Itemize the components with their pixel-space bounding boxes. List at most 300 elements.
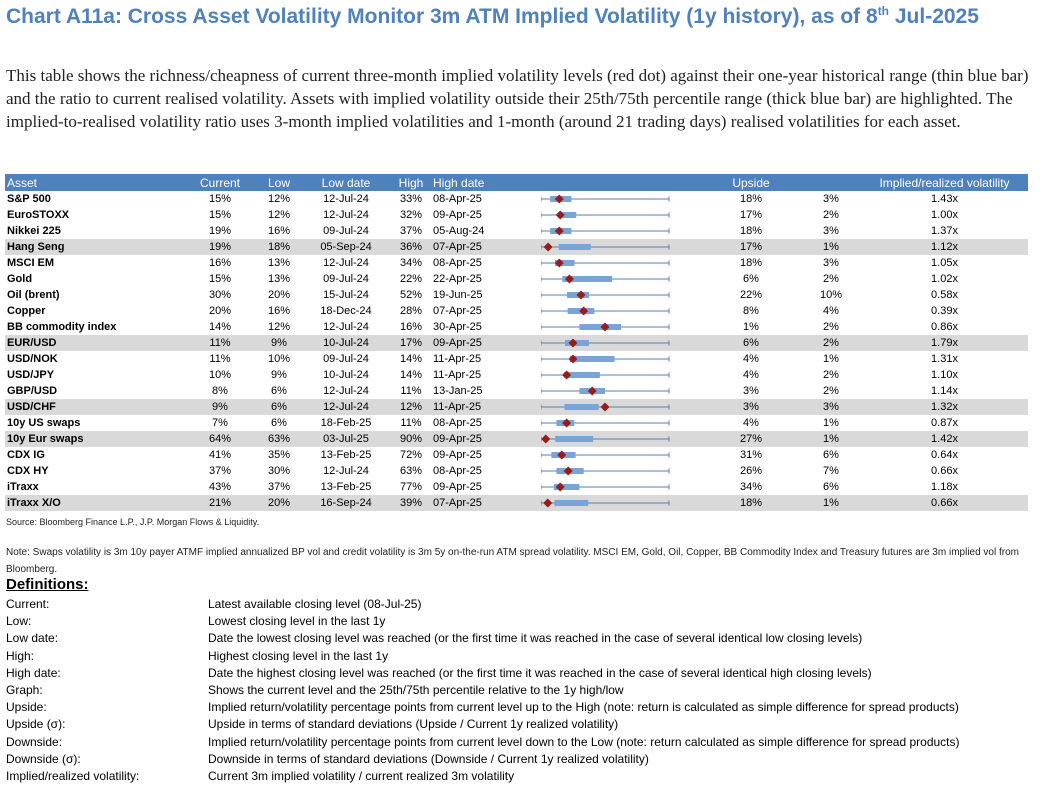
cell-upside: 8%: [743, 305, 759, 317]
cell-low: 6%: [257, 399, 301, 415]
cell-ratio: 0.66x: [861, 495, 1028, 511]
cell-graph: [541, 239, 701, 255]
range-graph: [541, 479, 701, 495]
cell-upside: 17%: [739, 209, 763, 221]
cell-upside: 4%: [743, 417, 759, 429]
cell-graph: [541, 255, 701, 271]
cell-graph: [541, 367, 701, 383]
cell-low-date: 12-Jul-24: [323, 209, 369, 221]
title-superscript: th: [877, 4, 890, 18]
cell-graph: [541, 271, 701, 287]
cell-graph: [541, 399, 701, 415]
cell-asset: EuroSTOXX: [7, 209, 70, 221]
cell-ratio: 1.43x: [931, 193, 958, 205]
cell-graph: [541, 319, 701, 335]
cell-graph: [541, 351, 701, 367]
cell-high-date: 08-Apr-25: [433, 465, 482, 477]
range-graph: [541, 255, 701, 271]
cell-graph: [541, 303, 701, 319]
range-graph: [541, 239, 701, 255]
cell-asset: 10y US swaps: [7, 417, 81, 429]
range-graph: [541, 447, 701, 463]
definition-description: Lowest closing level in the last 1y: [208, 614, 386, 629]
cell-graph: [541, 335, 701, 351]
cell-high: 14%: [399, 353, 423, 365]
range-graph: [541, 431, 701, 447]
cell-ratio: 1.42x: [861, 431, 1028, 447]
cell-high: 36%: [391, 239, 431, 255]
current-level-marker: [555, 227, 564, 236]
table-row: [5, 431, 1028, 447]
volatility-table: [5, 174, 1028, 511]
cell-ratio: 1.37x: [931, 225, 958, 237]
cell-high: 11%: [400, 385, 422, 397]
definition-term: High date:: [6, 665, 61, 680]
cell-current: 15%: [208, 193, 232, 205]
cell-low-date: 05-Sep-24: [301, 239, 391, 255]
range-graph: [541, 207, 701, 223]
definition-term: Low:: [6, 614, 32, 629]
cell-ratio: 1.14x: [931, 385, 958, 397]
cell-low: 16%: [267, 225, 291, 237]
cell-low-date: 12-Jul-24: [323, 465, 369, 477]
range-graph: [541, 495, 701, 511]
cell-asset: iTraxx X/O: [5, 495, 183, 511]
definition-term: Low date:: [6, 631, 59, 646]
table-row: [5, 479, 1028, 495]
cell-current: 20%: [208, 305, 232, 317]
range-graph: [541, 463, 701, 479]
current-level-marker: [541, 435, 550, 444]
cell-upside: 6%: [743, 273, 759, 285]
table-row: [5, 351, 1028, 367]
cell-graph: [541, 495, 701, 511]
cell-high: 37%: [399, 225, 423, 237]
cell-current: 8%: [212, 385, 228, 397]
cell-asset: Hang Seng: [5, 239, 183, 255]
current-level-marker: [556, 211, 565, 220]
table-row: [5, 255, 1028, 271]
current-level-marker: [565, 275, 574, 284]
cell-current: 37%: [208, 465, 232, 477]
cell-low-date: 13-Feb-25: [320, 481, 372, 493]
table-row: [5, 239, 1028, 255]
cell-low: 10%: [267, 353, 291, 365]
cell-low-date: 09-Jul-24: [323, 353, 369, 365]
col-header-high-date: High date: [431, 174, 541, 191]
percentile-bar: [564, 404, 598, 410]
cell-high: 16%: [399, 321, 423, 333]
cell-upside: 6%: [701, 335, 801, 351]
cell-upside-sigma: 6%: [823, 449, 839, 461]
current-level-marker: [562, 419, 571, 428]
cell-high-date: 09-Apr-25: [431, 335, 541, 351]
cell-upside: 17%: [701, 239, 801, 255]
cell-upside-sigma: 1%: [801, 495, 861, 511]
current-level-marker: [557, 451, 566, 460]
range-graph: [541, 287, 701, 303]
cell-low-date: 13-Feb-25: [320, 449, 372, 461]
cell-low-date: 10-Jul-24: [323, 369, 369, 381]
cell-upside-sigma: 2%: [823, 369, 839, 381]
cell-upside: 18%: [739, 193, 763, 205]
definition-term: Upside (σ):: [6, 717, 66, 732]
cell-graph: [541, 207, 701, 223]
definition-description: Date the highest closing level was reached (or the first time it was reached in the case of several identical high closing levels): [208, 665, 872, 680]
cell-upside: 18%: [739, 257, 763, 269]
cell-upside-sigma: 1%: [823, 353, 839, 365]
definition-description: Latest available closing level (08-Jul-25): [208, 597, 422, 611]
cell-upside-sigma: 2%: [823, 385, 839, 397]
cell-low-date: 12-Jul-24: [323, 193, 369, 205]
cell-current: 7%: [212, 417, 228, 429]
cell-upside: 4%: [743, 369, 759, 381]
col-header-low-date: Low date: [301, 174, 391, 191]
cell-low: 37%: [267, 481, 291, 493]
footnote: Note: Swaps volatility is 3m 10y payer ATMF implied annualized BP vol and credit volatility is 3m 5y on-the-run ATM spread volatility. MSCI EM, Gold, Oil, Copper, BB Commodity Index and Treasury futures are 3m implied vol from Bloomberg.: [6, 547, 1019, 575]
definition-description: Current 3m implied volatility / current realized 3m volatility: [208, 768, 515, 783]
range-graph: [541, 415, 701, 431]
current-level-marker: [569, 339, 578, 348]
table-row: [5, 287, 1028, 303]
percentile-bar: [559, 244, 591, 250]
cell-low: 9%: [271, 369, 287, 381]
cell-ratio: 1.32x: [861, 399, 1028, 415]
cell-low-date: 03-Jul-25: [301, 431, 391, 447]
table-row: [5, 335, 1028, 351]
cell-graph: [541, 383, 701, 399]
cell-low-date: 12-Jul-24: [323, 385, 369, 397]
cell-current: 11%: [183, 335, 257, 351]
cell-upside-sigma: 6%: [823, 481, 839, 493]
cell-current: 9%: [183, 399, 257, 415]
table-row: [5, 191, 1028, 207]
cell-upside: 22%: [739, 289, 763, 301]
cell-high-date: 08-Apr-25: [433, 417, 482, 429]
table-row: [5, 495, 1028, 511]
cell-upside: 4%: [743, 353, 759, 365]
cell-high: 72%: [399, 449, 423, 461]
table-row: [5, 207, 1028, 223]
intro-paragraph: This table shows the richness/cheapness of current three-month implied volatility levels (red dot) against their one-year historical range (thin blue bar) and the ratio to current realised volatility. Assets with implied volatility outside their 25th/75th percentile range (thick blue bar) are highlighted. The implied-to-realised volatility ratio uses 3-month implied volatilities and 1-month (around 21 trading days) realised volatilities for each asset.: [6, 66, 1029, 131]
cell-graph: [541, 431, 701, 447]
cell-graph: [541, 223, 701, 239]
cell-ratio: 0.58x: [931, 289, 958, 301]
cell-high-date: 19-Jun-25: [433, 289, 483, 301]
definition-description: Implied return/volatility percentage points from current level up to the High (note: return is calculated as simple difference for spread products): [208, 700, 959, 715]
cell-upside-sigma: 3%: [823, 257, 839, 269]
cell-ratio: 1.10x: [931, 369, 958, 381]
current-level-marker: [555, 259, 564, 268]
definition-term: Upside:: [6, 700, 47, 715]
cell-low-date: 18-Feb-25: [320, 417, 372, 429]
cell-asset: Gold: [7, 273, 33, 285]
cell-low: 12%: [267, 193, 291, 205]
cell-upside: 34%: [739, 481, 763, 493]
source-note: Source: Bloomberg Finance L.P., J.P. Morgan Flows & Liquidity.: [6, 517, 260, 527]
cell-ratio: 0.86x: [931, 321, 958, 333]
cell-asset: Copper: [7, 305, 46, 317]
cell-high-date: 07-Apr-25: [431, 239, 541, 255]
cell-high: 77%: [399, 481, 423, 493]
cell-graph: [541, 463, 701, 479]
cell-high-date: 07-Apr-25: [431, 495, 541, 511]
current-level-marker: [577, 291, 586, 300]
cell-low: 12%: [267, 321, 291, 333]
cell-ratio: 1.18x: [931, 481, 958, 493]
cell-high: 12%: [391, 399, 431, 415]
range-graph: [541, 383, 701, 399]
cell-current: 43%: [208, 481, 232, 493]
cell-low: 16%: [267, 305, 291, 317]
cell-low-date: 12-Jul-24: [301, 399, 391, 415]
cell-upside-sigma: 10%: [819, 289, 843, 301]
cell-low-date: 18-Dec-24: [320, 305, 372, 317]
cell-graph: [541, 447, 701, 463]
cell-high-date: 22-Apr-25: [433, 273, 482, 285]
cell-ratio: 1.05x: [931, 257, 958, 269]
percentile-bar: [579, 324, 621, 330]
cell-high-date: 11-Apr-25: [433, 369, 482, 381]
range-graph: [541, 351, 701, 367]
cell-asset: BB commodity index: [7, 321, 117, 333]
table-row: [5, 383, 1028, 399]
cell-high: 32%: [399, 209, 423, 221]
cell-upside-sigma: 4%: [823, 305, 839, 317]
cell-current: 19%: [208, 225, 232, 237]
cell-asset: iTraxx: [7, 481, 39, 493]
cell-high: 39%: [391, 495, 431, 511]
cell-upside: 18%: [701, 495, 801, 511]
definition-term: Current:: [6, 597, 50, 611]
cell-high: 28%: [399, 305, 423, 317]
cell-asset: CDX HY: [7, 465, 49, 477]
cell-upside-sigma: 1%: [801, 431, 861, 447]
cell-upside: 3%: [701, 399, 801, 415]
definition-term: Graph:: [6, 682, 43, 697]
col-header-upside-sigma: [801, 174, 861, 191]
cell-current: 15%: [208, 273, 232, 285]
cell-ratio: 0.87x: [931, 417, 958, 429]
table-row: [5, 399, 1028, 415]
cell-asset: MSCI EM: [7, 257, 55, 269]
cell-low: 63%: [257, 431, 301, 447]
cell-upside: 27%: [701, 431, 801, 447]
cell-low-date: 12-Jul-24: [323, 257, 369, 269]
cell-graph: [541, 287, 701, 303]
cell-ratio: 0.66x: [931, 465, 958, 477]
table-header-row: [5, 174, 1028, 191]
current-level-marker: [562, 371, 571, 380]
cell-current: 11%: [209, 353, 231, 365]
definition-description: Downside in terms of standard deviations (Downside / Current 1y realized volatility): [208, 751, 649, 766]
cell-high: 90%: [391, 431, 431, 447]
cell-upside-sigma: 2%: [823, 321, 839, 333]
cell-low-date: 16-Sep-24: [301, 495, 391, 511]
cell-high: 63%: [399, 465, 423, 477]
definition-term: Downside:: [6, 734, 63, 749]
range-graph: [541, 367, 701, 383]
cell-high-date: 08-Apr-25: [433, 257, 482, 269]
cell-ratio: 1.31x: [931, 353, 958, 365]
cell-asset: USD/CHF: [5, 399, 183, 415]
cell-upside-sigma: 2%: [823, 209, 839, 221]
definition-description: Upside in terms of standard deviations (Upside / Current 1y realized volatility): [208, 717, 619, 732]
current-level-marker: [555, 195, 564, 204]
table-row: [5, 367, 1028, 383]
cell-high: 52%: [399, 289, 423, 301]
range-graph: [541, 271, 701, 287]
table-row: [5, 447, 1028, 463]
percentile-bar: [554, 500, 588, 506]
definition-description: Implied return/volatility percentage points from current level down to the Low (note: return calculated as simple difference for spread products): [208, 734, 960, 749]
cell-high-date: 09-Apr-25: [433, 481, 482, 493]
cell-current: 41%: [208, 449, 232, 461]
cell-ratio: 1.02x: [931, 273, 958, 285]
table-row: [5, 463, 1028, 479]
cell-low: 20%: [267, 289, 291, 301]
cell-low: 35%: [267, 449, 291, 461]
cell-upside: 26%: [739, 465, 763, 477]
cell-asset: Nikkei 225: [7, 225, 61, 237]
cell-upside: 1%: [743, 321, 759, 333]
cell-current: 14%: [208, 321, 232, 333]
cell-asset: USD/JPY: [7, 369, 55, 381]
cell-graph: [541, 191, 701, 207]
col-header-high: High: [391, 174, 431, 191]
cell-high-date: 11-Apr-25: [433, 353, 482, 365]
range-graph: [541, 335, 701, 351]
current-level-marker: [579, 307, 588, 316]
table-row: [5, 415, 1028, 431]
cell-low-date: 10-Jul-24: [301, 335, 391, 351]
cell-current: 30%: [208, 289, 232, 301]
current-level-marker: [556, 483, 565, 492]
cell-high-date: 08-Apr-25: [433, 193, 482, 205]
cell-low: 20%: [257, 495, 301, 511]
cell-high-date: 09-Apr-25: [433, 209, 482, 221]
percentile-bar: [555, 436, 593, 442]
table-body: [5, 191, 1028, 511]
cell-upside-sigma: 1%: [801, 239, 861, 255]
cell-ratio: 0.39x: [931, 305, 958, 317]
cell-graph: [541, 479, 701, 495]
cell-asset: EUR/USD: [5, 335, 183, 351]
cell-asset: USD/NOK: [7, 353, 58, 365]
definition-term: Implied/realized volatility:: [6, 768, 140, 783]
cell-low-date: 09-Jul-24: [323, 273, 369, 285]
current-level-marker: [569, 355, 578, 364]
cell-graph: [541, 415, 701, 431]
col-header-upside: Upside: [701, 174, 801, 191]
current-level-marker: [543, 499, 552, 508]
cell-low: 6%: [271, 385, 287, 397]
cell-upside-sigma: 2%: [823, 273, 839, 285]
cell-upside-sigma: 3%: [823, 193, 839, 205]
cell-high-date: 09-Apr-25: [433, 449, 482, 461]
cell-upside-sigma: 7%: [823, 465, 839, 477]
definition-term: High:: [6, 648, 35, 663]
cell-upside: 18%: [739, 225, 763, 237]
cell-ratio: 1.79x: [861, 335, 1028, 351]
cell-upside: 3%: [743, 385, 759, 397]
cell-high-date: 05-Aug-24: [433, 225, 485, 237]
cell-low-date: 09-Jul-24: [323, 225, 369, 237]
cell-current: 15%: [208, 209, 232, 221]
cell-asset: S&P 500: [7, 193, 51, 205]
cell-high-date: 13-Jan-25: [433, 385, 483, 397]
range-graph: [541, 399, 701, 415]
cell-low: 30%: [267, 465, 291, 477]
col-header-low: Low: [257, 174, 301, 191]
cell-low: 12%: [267, 209, 291, 221]
cell-asset: Oil (brent): [7, 289, 60, 301]
cell-high-date: 11-Apr-25: [431, 399, 541, 415]
cell-asset: CDX IG: [7, 449, 45, 461]
cell-current: 10%: [208, 369, 232, 381]
cell-upside-sigma: 3%: [823, 225, 839, 237]
cell-current: 21%: [183, 495, 257, 511]
cell-high: 11%: [400, 417, 422, 429]
cell-high-date: 09-Apr-25: [431, 431, 541, 447]
definition-description: Shows the current level and the 25th/75th percentile relative to the 1y high/low: [208, 682, 624, 697]
cell-high: 34%: [399, 257, 423, 269]
cell-current: 16%: [208, 257, 232, 269]
cell-low: 18%: [257, 239, 301, 255]
cell-high: 33%: [399, 193, 423, 205]
cell-low: 13%: [267, 257, 291, 269]
cell-ratio: 0.64x: [931, 449, 958, 461]
cell-low: 6%: [271, 417, 287, 429]
cell-upside-sigma: 3%: [801, 399, 861, 415]
definition-description: Date the lowest closing level was reached (or the first time it was reached in the case of several identical low closing levels): [208, 631, 863, 646]
cell-upside: 31%: [739, 449, 763, 461]
definition-description: Highest closing level in the last 1y: [208, 648, 389, 663]
cell-upside-sigma: 1%: [823, 417, 839, 429]
current-level-marker: [588, 387, 597, 396]
chart-title: Chart A11a: Cross Asset Volatility Monitor 3m ATM Implied Volatility (1y history), as of 8th Jul-2025: [6, 4, 979, 28]
table-row: [5, 303, 1028, 319]
range-graph: [541, 223, 701, 239]
definitions-title: Definitions:: [6, 576, 89, 593]
cell-asset: GBP/USD: [7, 385, 58, 397]
cell-ratio: 1.00x: [931, 209, 958, 221]
current-level-marker: [544, 243, 553, 252]
cell-low: 13%: [267, 273, 291, 285]
cell-high-date: 30-Apr-25: [433, 321, 482, 333]
col-header-ratio: Implied/realized volatility: [861, 174, 1028, 191]
current-level-marker: [601, 323, 610, 332]
table-row: [5, 223, 1028, 239]
col-header-asset: Asset: [5, 174, 183, 191]
cell-ratio: 1.12x: [861, 239, 1028, 255]
cell-upside-sigma: 2%: [801, 335, 861, 351]
table-row: [5, 319, 1028, 335]
col-header-current: Current: [183, 174, 257, 191]
cell-low: 9%: [257, 335, 301, 351]
current-level-marker: [564, 467, 573, 476]
cell-low-date: 15-Jul-24: [323, 289, 369, 301]
cell-high: 22%: [399, 273, 423, 285]
range-graph: [541, 319, 701, 335]
cell-low-date: 12-Jul-24: [323, 321, 369, 333]
table-row: [5, 271, 1028, 287]
current-level-marker: [601, 403, 610, 412]
range-graph: [541, 303, 701, 319]
cell-current: 64%: [183, 431, 257, 447]
range-graph: [541, 191, 701, 207]
cell-current: 19%: [183, 239, 257, 255]
